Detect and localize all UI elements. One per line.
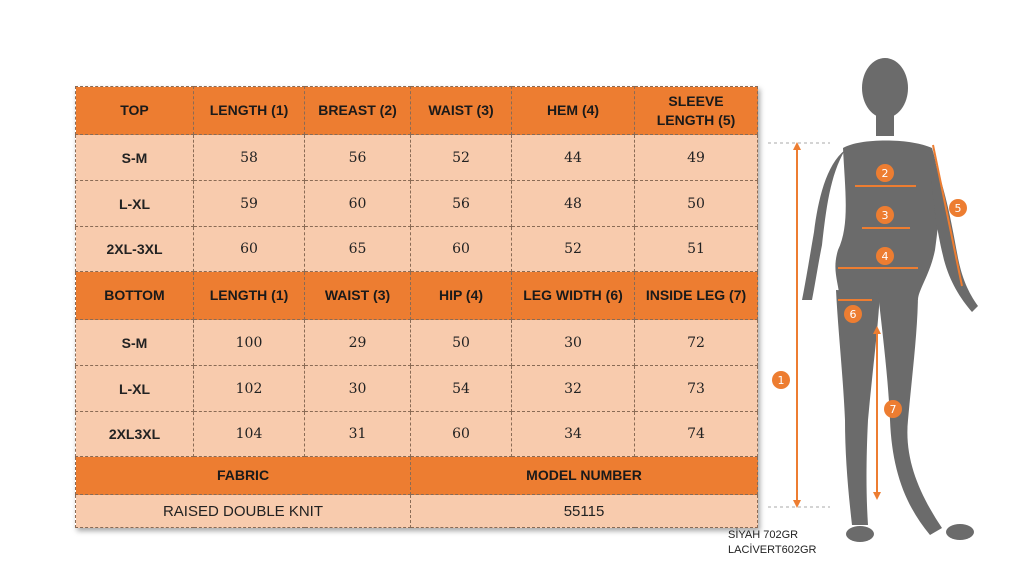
- bottom-header-cell: WAIST (3): [305, 272, 411, 320]
- table-cell: 29: [305, 320, 411, 366]
- marker-2-icon: [876, 164, 894, 182]
- top-header-cell: TOP: [76, 87, 194, 135]
- bottom-header-cell: BOTTOM: [76, 272, 194, 320]
- body-measurement-figure: [760, 50, 1010, 560]
- fabric-value: RAISED DOUBLE KNIT: [76, 495, 411, 528]
- model-number-label: MODEL NUMBER: [411, 457, 758, 495]
- table-cell: 51: [635, 227, 758, 272]
- silhouette: [802, 58, 978, 542]
- table-cell: 30: [305, 366, 411, 412]
- top-header-cell: SLEEVE LENGTH (5): [635, 87, 758, 135]
- marker-6-icon: [844, 305, 862, 323]
- marker-4-icon: [876, 247, 894, 265]
- size-label: L-XL: [76, 181, 194, 227]
- table-cell: 31: [305, 412, 411, 457]
- marker-7-icon: [884, 400, 902, 418]
- table-cell: 65: [305, 227, 411, 272]
- top-header-row: [76, 87, 758, 135]
- table-cell: 60: [194, 227, 305, 272]
- table-cell: 30: [512, 320, 635, 366]
- size-label: 2XL-3XL: [76, 227, 194, 272]
- table-cell: 52: [411, 135, 512, 181]
- model-number-value: 55115: [411, 495, 758, 528]
- top-header-cell: HEM (4): [512, 87, 635, 135]
- table-row: [76, 181, 758, 227]
- marker-1-label: 1: [777, 374, 785, 387]
- table-cell: 32: [512, 366, 635, 412]
- marker-1-icon: [772, 371, 790, 389]
- table-cell: 72: [635, 320, 758, 366]
- table-cell: 49: [635, 135, 758, 181]
- marker-6-label: 6: [849, 308, 857, 321]
- fabric-header-row: [76, 457, 758, 495]
- bottom-header-cell: LENGTH (1): [194, 272, 305, 320]
- marker-2-label: 2: [881, 167, 889, 180]
- table-cell: 34: [512, 412, 635, 457]
- fabric-value-row: [76, 495, 758, 528]
- marker-4-label: 4: [881, 250, 889, 263]
- table-cell: 56: [305, 135, 411, 181]
- size-label: L-XL: [76, 366, 194, 412]
- table-cell: 60: [411, 227, 512, 272]
- table-cell: 74: [635, 412, 758, 457]
- table-cell: 52: [512, 227, 635, 272]
- fabric-label: FABRIC: [76, 457, 411, 495]
- size-label: S-M: [76, 320, 194, 366]
- bottom-header-cell: INSIDE LEG (7): [635, 272, 758, 320]
- table-row: [76, 227, 758, 272]
- table-cell: 104: [194, 412, 305, 457]
- table-row: [76, 135, 758, 181]
- top-header-cell: WAIST (3): [411, 87, 512, 135]
- table-cell: 60: [305, 181, 411, 227]
- table-row: [76, 412, 758, 457]
- table-cell: 102: [194, 366, 305, 412]
- table-row: [76, 320, 758, 366]
- color-code-black: SİYAH 702GR: [728, 529, 799, 541]
- table-cell: 100: [194, 320, 305, 366]
- marker-3-icon: [876, 206, 894, 224]
- table-cell: 50: [635, 181, 758, 227]
- color-code-navy: LACİVERT602GR: [728, 544, 817, 556]
- bottom-header-row: [76, 272, 758, 320]
- bottom-header-cell: LEG WIDTH (6): [512, 272, 635, 320]
- table-cell: 59: [194, 181, 305, 227]
- top-header-cell: LENGTH (1): [194, 87, 305, 135]
- bottom-header-cell: HIP (4): [411, 272, 512, 320]
- size-chart-table: [75, 86, 758, 528]
- marker-3-label: 3: [881, 209, 889, 222]
- marker-5-label: 5: [954, 202, 962, 215]
- table-cell: 60: [411, 412, 512, 457]
- top-header-cell: BREAST (2): [305, 87, 411, 135]
- marker-7-label: 7: [889, 403, 897, 416]
- table-cell: 73: [635, 366, 758, 412]
- table-cell: 58: [194, 135, 305, 181]
- marker-5-icon: [949, 199, 967, 217]
- table-cell: 54: [411, 366, 512, 412]
- size-label: S-M: [76, 135, 194, 181]
- table-cell: 48: [512, 181, 635, 227]
- table-row: [76, 366, 758, 412]
- table-cell: 56: [411, 181, 512, 227]
- table-cell: 50: [411, 320, 512, 366]
- size-label: 2XL3XL: [76, 412, 194, 457]
- table-cell: 44: [512, 135, 635, 181]
